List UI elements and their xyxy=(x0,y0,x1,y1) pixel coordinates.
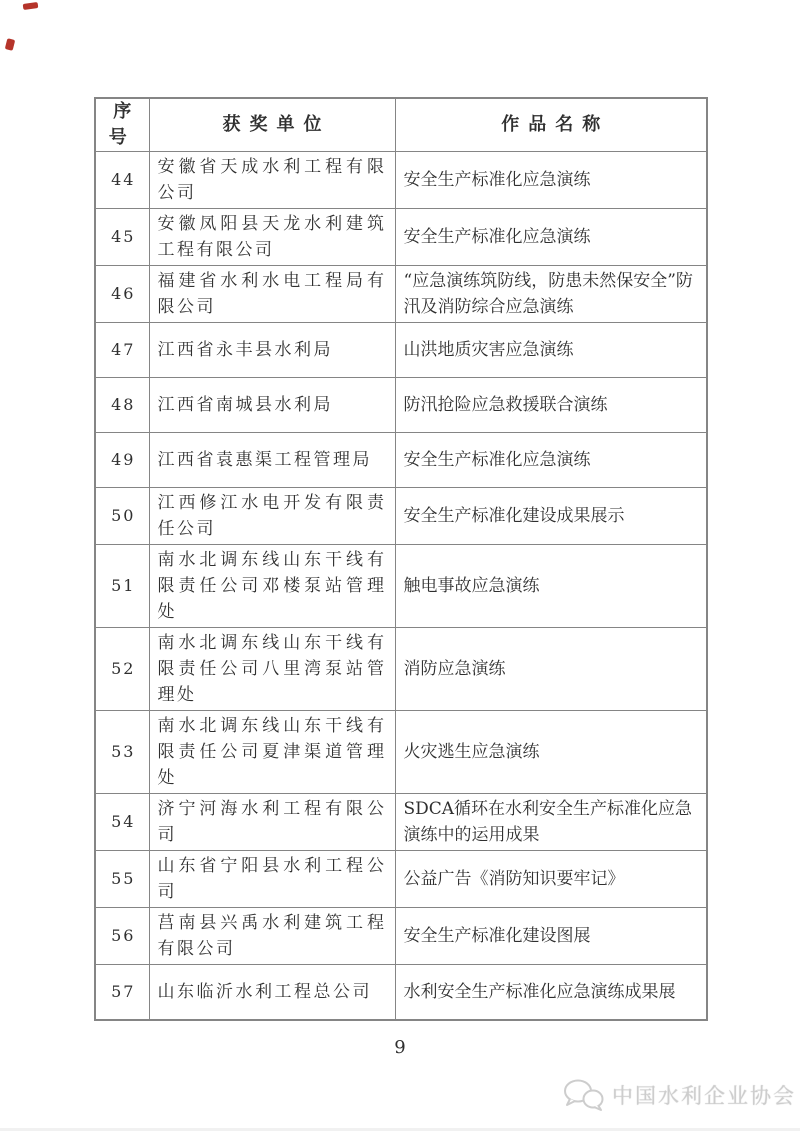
table-row xyxy=(95,908,707,965)
unit-cell: 南水北调东线山东干线有限责任公司邓楼泵站管理处 xyxy=(149,545,395,628)
table-row xyxy=(95,488,707,545)
table-row xyxy=(95,711,707,794)
row-number-cell: 44 xyxy=(95,152,149,209)
table-row xyxy=(95,794,707,851)
row-number-cell: 49 xyxy=(95,433,149,488)
col-header-number: 序号 xyxy=(95,98,149,152)
row-number-cell: 53 xyxy=(95,711,149,794)
unit-cell: 山东省宁阳县水利工程公司 xyxy=(149,851,395,908)
unit-cell: 江西省南城县水利局 xyxy=(149,378,395,433)
work-cell: 安全生产标准化建设图展 xyxy=(395,908,707,965)
work-cell: 水利安全生产标准化应急演练成果展 xyxy=(395,965,707,1021)
unit-cell: 江西省袁惠渠工程管理局 xyxy=(149,433,395,488)
table-row xyxy=(95,965,707,1021)
table-row xyxy=(95,209,707,266)
work-cell: 安全生产标准化应急演练 xyxy=(395,152,707,209)
unit-cell: 南水北调东线山东干线有限责任公司八里湾泵站管理处 xyxy=(149,628,395,711)
work-cell: 安全生产标准化应急演练 xyxy=(395,433,707,488)
row-number-cell: 45 xyxy=(95,209,149,266)
work-cell: 防汛抢险应急救援联合演练 xyxy=(395,378,707,433)
unit-cell: 江西省永丰县水利局 xyxy=(149,323,395,378)
work-cell: 安全生产标准化应急演练 xyxy=(395,209,707,266)
unit-cell: 山东临沂水利工程总公司 xyxy=(149,965,395,1021)
table-row xyxy=(95,433,707,488)
unit-cell: 福建省水利水电工程局有限公司 xyxy=(149,266,395,323)
work-cell: 触电事故应急演练 xyxy=(395,545,707,628)
unit-cell: 江西修江水电开发有限责任公司 xyxy=(149,488,395,545)
table-row xyxy=(95,378,707,433)
unit-cell: 安徽凤阳县天龙水利建筑工程有限公司 xyxy=(149,209,395,266)
awards-table xyxy=(94,97,708,1021)
work-cell: 消防应急演练 xyxy=(395,628,707,711)
work-cell: 公益广告《消防知识要牢记》 xyxy=(395,851,707,908)
row-number-cell: 52 xyxy=(95,628,149,711)
work-cell: 安全生产标准化建设成果展示 xyxy=(395,488,707,545)
table-row xyxy=(95,851,707,908)
header-row xyxy=(95,98,707,152)
table-row xyxy=(95,152,707,209)
row-number-cell: 47 xyxy=(95,323,149,378)
table-body xyxy=(95,152,707,1021)
table-row xyxy=(95,323,707,378)
unit-cell: 南水北调东线山东干线有限责任公司夏津渠道管理处 xyxy=(149,711,395,794)
col-header-unit: 获奖单位 xyxy=(149,98,395,152)
watermark xyxy=(563,1078,796,1112)
table-header xyxy=(95,98,707,152)
row-number-cell: 48 xyxy=(95,378,149,433)
row-number-cell: 57 xyxy=(95,965,149,1021)
work-cell: SDCA循环在水利安全生产标准化应急演练中的运用成果 xyxy=(395,794,707,851)
row-number-cell: 46 xyxy=(95,266,149,323)
red-pen-mark xyxy=(5,38,15,51)
work-cell: 山洪地质灾害应急演练 xyxy=(395,323,707,378)
row-number-cell: 50 xyxy=(95,488,149,545)
row-number-cell: 56 xyxy=(95,908,149,965)
table-row xyxy=(95,266,707,323)
page-number: 9 xyxy=(394,1037,406,1058)
unit-cell: 济宁河海水利工程有限公司 xyxy=(149,794,395,851)
col-header-work: 作品名称 xyxy=(395,98,707,152)
row-number-cell: 54 xyxy=(95,794,149,851)
watermark-label: 中国水利企业协会 xyxy=(612,1084,796,1108)
table-row xyxy=(95,628,707,711)
row-number-cell: 55 xyxy=(95,851,149,908)
chat-bubbles-logo-icon xyxy=(563,1078,605,1112)
unit-cell: 莒南县兴禹水利建筑工程有限公司 xyxy=(149,908,395,965)
row-number-cell: 51 xyxy=(95,545,149,628)
unit-cell: 安徽省天成水利工程有限公司 xyxy=(149,152,395,209)
table-row xyxy=(95,545,707,628)
work-cell: “应急演练筑防线，防患未然保安全”防汛及消防综合应急演练 xyxy=(395,266,707,323)
red-pen-mark xyxy=(23,2,39,10)
work-cell: 火灾逃生应急演练 xyxy=(395,711,707,794)
